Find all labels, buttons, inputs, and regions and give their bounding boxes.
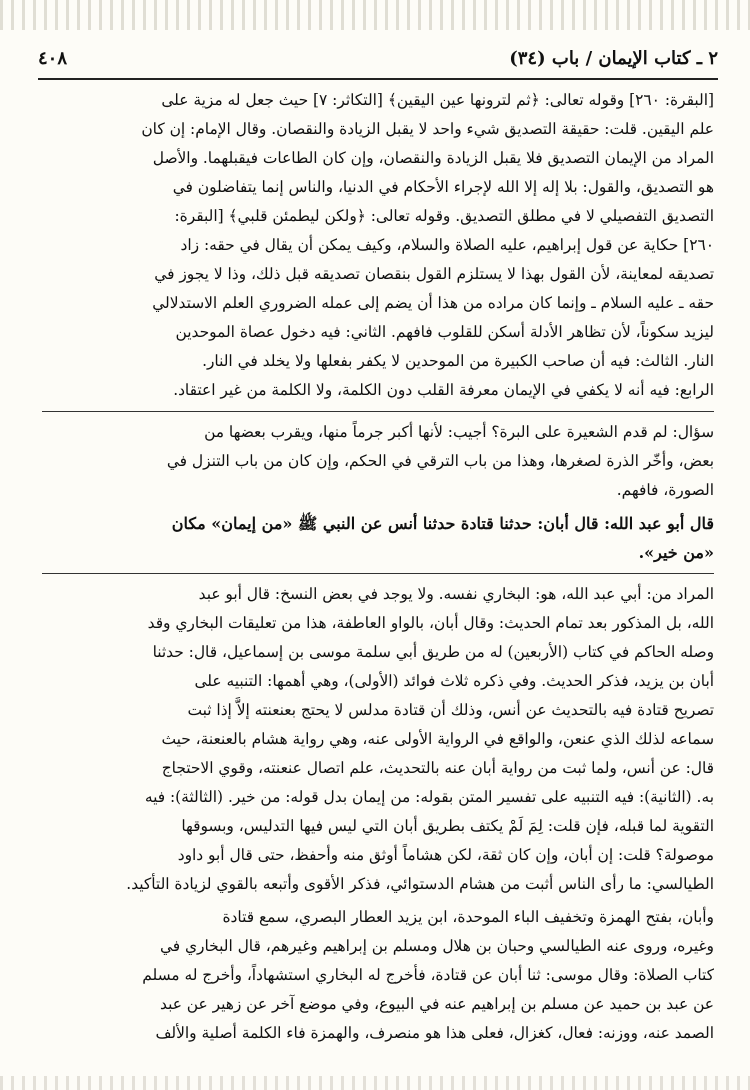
text-line: موصولة؟ قلت: إن أبان، وإن كان ثقة، لكن هشاماً أوثق منه وأحفظ، حتى قال أبو داود (177, 846, 714, 864)
text-line: بعض، وأخّر الذرة لصغرها، وهذا من باب الترقي في الحكم، وإن كان من باب التنزل في (166, 452, 714, 470)
text-line: المراد من الإيمان التصديق فلا يقبل الزيادة والنقصان، وإن كان الطاعات فيقبلهما. والأصل (152, 149, 714, 167)
text-line: [البقرة: ٢٦٠] وقوله تعالى: ﴿ثم لترونها عين اليقين﴾ [التكاثر: ٧] حيث جعل له مزية على (161, 91, 714, 109)
text-line: التقوية لما قبله، فإن قلت: لِمَ لَمْ يكتف بطريق أبان التي ليس فيها التدليس، وبسوقها (181, 817, 714, 835)
text-line: ٢٦٠] حكاية عن قول إبراهيم، عليه الصلاة والسلام، وكيف يمكن أن يقال في حقه: زاد (180, 236, 714, 254)
text-line: ليزيد سكوناً، لأن تظاهر الأدلة أسكن للقلوب فافهم. الثاني: فيه دخول عصاة الموحدين (175, 323, 714, 341)
header-rule (38, 78, 718, 80)
text-line: المراد من: أبي عبد الله، هو: البخاري نفسه. ولا يوجد في بعض النسخ: قال أبو عبد (198, 585, 714, 603)
text-line: وصله الحاكم في كتاب (الأربعين) له من طريق أبي سلمة موسى بن إسماعيل، قال: حدثنا (152, 643, 714, 661)
text-line: وغيره، وروى عنه الطيالسي وحبان بن هلال ومسلم بن إبراهيم وغيرهم، قال البخاري في (159, 937, 714, 955)
text-line: الطيالسي: ما رأى الناس أثبت من هشام الدستوائي، فذكر الأقوى وأتبعه بالقوي لزيادة التأكيد. (126, 875, 714, 893)
text-line: أبان بن يزيد، فذكر الحديث. وفي ذكره ثلاث فوائد (الأولى)، وهي أهمها: التنبيه على (194, 672, 714, 690)
text-line: النار. الثالث: فيه أن صاحب الكبيرة من الموحدين لا يكفر بفعلها ولا يخلد في النار. (202, 352, 714, 370)
paragraph-commentary-1 (42, 86, 714, 405)
page-body (42, 86, 714, 1086)
text-line: حقه ـ عليه السلام ـ وإنما كان مراده من هذا أن يضم إلى عمله الضروري العلم الاستدلالي (152, 294, 714, 312)
text-line: وأبان، بفتح الهمزة وتخفيف الباء الموحدة، ابن يزيد العطار البصري، سمع قتادة (222, 908, 714, 926)
text-line: التصديق التفصيلي لا في مطلق التصديق. وقوله تعالى: ﴿ولكن ليطمئن قلبي﴾ [البقرة: (174, 207, 714, 225)
text-line: تصديقه لمعاينة، لأن القول بهذا لا يستلزم القول بنقصان تصديقه قبل ذلك، وذا لا يجوز في (154, 265, 714, 283)
text-line: سؤال: لم قدم الشعيرة على البرة؟ أجيب: لأنها أكبر جرماً منها، ويقرب بعضها من (204, 423, 714, 441)
text-line: كتاب الصلاة: وقال موسى: ثنا أبان عن قتادة، فأخرج له البخاري استشهاداً، وأخرج له مسلم (142, 966, 714, 984)
text-line: قال أبو عبد الله: قال أبان: حدثنا قتادة حدثنا أنس عن النبي ﷺ «من إيمان» مكان (171, 514, 714, 533)
text-line: الرابع: فيه أنه لا يكفي في الإيمان معرفة القلب دون الكلمة، ولا الكلمة من غير اعتقاد. (173, 381, 714, 399)
text-line: «من خير». (638, 543, 714, 562)
section-divider (42, 573, 714, 574)
hadith-text (42, 509, 714, 567)
text-line: الصورة، فافهم. (616, 481, 714, 499)
top-border-ornament (0, 0, 750, 30)
text-line: الله، بل المذكور بعد تمام الحديث: وقال أبان، بالواو العاطفة، هذا من تعليقات البخاري وقد (147, 614, 714, 632)
bottom-border-ornament (0, 1076, 750, 1090)
paragraph-commentary-2 (42, 580, 714, 899)
paragraph-question (42, 418, 714, 505)
text-line: سماعه لذلك الذي عنعن، والواقع في الرواية الأولى عنه، وهي رواية هشام بالعنعنة، حيث (161, 730, 714, 748)
text-line: الصمد عنه، ووزنه: فعال، كغزال، فعلى هذا هو منصرف، والهمزة فاء الكلمة أصلية والألف (155, 1024, 714, 1042)
page-header (38, 44, 718, 72)
text-line: تصريح قتادة فيه بالتحديث عن أنس، وذلك أن قتادة مدلس لا يحتج بعنعنته إلاَّ إذا ثبت (187, 701, 714, 719)
section-divider (42, 411, 714, 412)
text-line: قال: عن أنس، ولما ثبت من رواية أبان عنه بالتحديث، علم اتصال عنعنته، وقوي الاحتجاج (161, 759, 714, 777)
paragraph-commentary-3 (42, 903, 714, 1048)
text-line: عن عبد بن حميد عن مسلم بن إبراهيم عنه في البيوع، وفي موضع آخر عن زهير عن عبد (159, 995, 714, 1013)
page-number: ٤٠٨ (38, 47, 68, 69)
text-line: علم اليقين. قلت: حقيقة التصديق شيء واحد لا يقبل الزيادة والنقصان. وقال الإمام: إن كان (141, 120, 714, 138)
running-title: ٢ ـ كتاب الإيمان / باب (٣٤) (509, 47, 718, 69)
text-line: هو التصديق، والقول: بلا إله إلا الله لإجراء الأحكام في الدنيا، والناس إنما يتفاضلون في (172, 178, 714, 196)
text-line: به. (الثانية): فيه التنبيه على تفسير المتن بقوله: من إيمان بدل قوله: من خير. (الثالثة): فيه (144, 788, 714, 806)
